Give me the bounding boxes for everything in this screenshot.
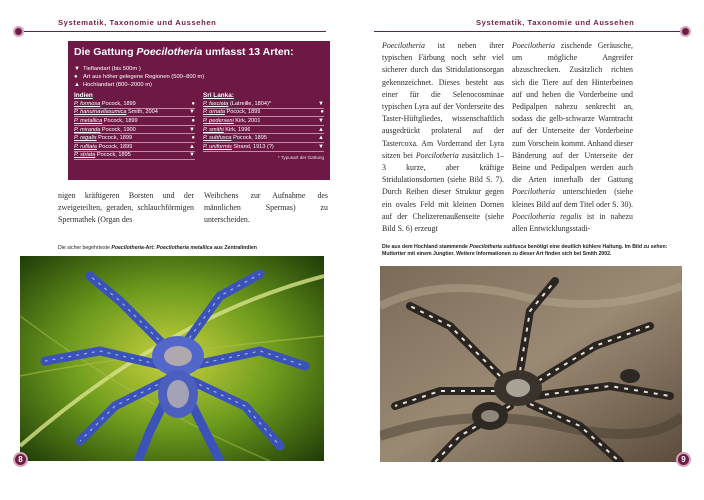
srilanka-column: [203, 92, 324, 160]
species-row: [74, 143, 195, 152]
tarantula-metallica-photo: [20, 256, 324, 461]
species-name: P. uniformis Strand, 1913 (?): [203, 143, 274, 150]
altitude-marker-icon: ▼: [189, 152, 195, 159]
species-name: P. smithi Kirk, 1996: [203, 126, 251, 133]
right-paragraph-1: Poecilotheria ist neben ihrer typischen Färbung noch sehr viel sicherer durch das Stridulationsorgan gekennzeichnet. Dieses besteht aus einer für die Selenocosminae typischen Lyra auf der Vorderseite des Taster-Hüftgliedes, wissenschaftlich ausgedrückt prolateral auf der Tastercoxa. Am Vorderrand der Lyra sitzen bei Poecilotheria zusätzlich 1–3 kurze, aber kräftige Stridulationsdornen (siehe Bild S. 7). Durch Reiben dieser Struktur gegen ein ovales Feld mit kleinen Dornen auf der Chelizerenaußenseite (siehe Bild S. 6) erzeugt: [382, 41, 504, 234]
species-row: [203, 109, 324, 118]
title-genus: Poecilotheria: [136, 46, 203, 58]
species-row: [203, 143, 324, 152]
species-name: P. formosa Pocock, 1899: [74, 100, 136, 107]
header-bullet-icon: [13, 26, 24, 37]
type-species-footnote: * Typusart der Gattung: [277, 154, 324, 160]
species-name: P. regalis Pocock, 1899: [74, 135, 133, 142]
species-row: [74, 126, 195, 135]
species-name: P. striata Pocock, 1895: [74, 152, 131, 159]
srilanka-species-list: [203, 100, 324, 152]
species-row: [74, 100, 195, 109]
left-paragraph-2: Weibchens zur Aufnahme des männlichen Spermas) zu unterscheiden.: [204, 191, 328, 225]
species-row: [74, 117, 195, 126]
legend-text: Hochlandart (800–2000 m): [83, 82, 152, 88]
caption-species: Poecilotheria metallica: [156, 245, 213, 251]
left-photo-caption: [58, 245, 338, 252]
altitude-marker-icon: ●: [191, 135, 195, 142]
left-text-col1: [58, 190, 194, 227]
page-number-left: 8: [13, 452, 28, 467]
caption-author: Smith: [582, 251, 598, 257]
altitude-symbol-icon: ▲: [74, 82, 80, 88]
species-name: P. miranda Pocock, 1900: [74, 126, 136, 133]
caption-year: 2002.: [597, 251, 612, 257]
right-paragraph-2: Poecilotheria zischende Geräusche, um mögliche Angreifer abzuschrecken. Zusätzlich richten sich die Tiere auf den Hinterbeinen auf und heben die Vorderbeine und Pedipalpen nahezu senkrecht an, sodass die gelb-schwarze Warntracht auf der Unterseite der Vorderbeine zum Vorschein kommt. Anhand dieser Bänderung auf der Unterseite der Beine und Pedipalpen werden auch die Arten innerhalb der Gattung Poecilotheria unterschieden (siehe kleines Bild auf dem Titel oder S. 30). Poecilotheria regalis ist in nahezu allen Entwicklungsstadi-: [512, 41, 634, 234]
info-box-title: [74, 46, 324, 58]
altitude-marker-icon: ▲: [189, 143, 195, 150]
india-heading: Indien: [74, 92, 93, 99]
srilanka-heading: Sri Lanka:: [203, 92, 234, 99]
species-name: P. subfusca Pocock, 1895: [203, 135, 267, 142]
header-rule: [374, 31, 680, 32]
caption-suffix: aus Zentralindien: [212, 245, 257, 251]
right-page: [352, 0, 704, 500]
legend-row: [74, 81, 324, 89]
altitude-marker-icon: ▼: [318, 117, 324, 124]
header-rule: [24, 31, 326, 32]
altitude-marker-icon: ▲: [318, 135, 324, 142]
species-row: [74, 134, 195, 143]
legend-row: [74, 65, 324, 73]
species-row: [203, 126, 324, 135]
species-row: [74, 109, 195, 118]
title-suffix: umfasst 13 Arten:: [202, 46, 294, 58]
india-species-list: [74, 100, 195, 160]
species-name: P. rufilata Pocock, 1899: [74, 143, 133, 150]
legend-text: Tieflandart (bis 500m ): [83, 66, 141, 72]
right-photo-caption: [382, 244, 682, 258]
right-text-col2: [512, 40, 633, 235]
caption-species: Poecilotheria subfusca: [469, 244, 527, 250]
legend-text: Art aus höher gelegene Regionen (500–800 m): [83, 74, 205, 80]
altitude-symbol-icon: ▼: [74, 66, 80, 72]
species-row: [203, 117, 324, 126]
species-name: P. fasciata (Latreille, 1804)*: [203, 100, 272, 107]
caption-prefix: Die aus dem Hochland stammende: [382, 244, 470, 250]
india-column: [74, 92, 195, 160]
right-text-col1: [382, 40, 504, 235]
altitude-marker-icon: ▲: [318, 126, 324, 133]
species-info-box: [68, 41, 330, 180]
altitude-marker-icon: ▼: [189, 109, 195, 116]
running-header-left: Systematik, Taxonomie und Aussehen: [58, 18, 217, 27]
altitude-marker-icon: ●: [191, 100, 195, 107]
caption-genus: Poecilotheria: [111, 245, 144, 251]
header-bullet-icon: [680, 26, 691, 37]
altitude-marker-icon: ▼: [189, 126, 195, 133]
legend-row: [74, 73, 324, 81]
page-number-right: 9: [676, 452, 691, 467]
running-header-right: Systematik, Taxonomie und Aussehen: [476, 18, 635, 27]
species-row: [203, 134, 324, 143]
species-name: P. metallica Pocock, 1899: [74, 117, 138, 124]
species-columns: [74, 92, 324, 160]
altitude-legend: [74, 65, 324, 89]
altitude-marker-icon: ●: [320, 109, 324, 116]
species-row: [203, 100, 324, 109]
caption-prefix: Die sicher begehrteste: [58, 245, 112, 251]
caption-mid: -Art:: [143, 245, 157, 251]
altitude-symbol-icon: ●: [74, 74, 78, 80]
species-row: [74, 152, 195, 161]
title-prefix: Die Gattung: [74, 46, 137, 58]
altitude-marker-icon: ▼: [318, 143, 324, 150]
tarantula-subfusca-photo: [380, 266, 682, 462]
species-name: P. hanumavilasumica Smith, 2004: [74, 109, 158, 116]
species-name: P. pederseni Kirk, 2001: [203, 117, 261, 124]
caption-body: benötigt eine deutlich kühlere Haltung. Im Bild zu sehen: Muttertier mit einem Jungtier. Weitere Informationen zu dieser Art finden sich bei: [382, 244, 668, 257]
altitude-marker-icon: ●: [191, 117, 195, 124]
left-text-col2: [204, 190, 328, 227]
species-name: P. ornata Pocock, 1899: [203, 109, 261, 116]
left-paragraph-1: nigen kräftigeren Borsten und der zweigeteilten, geraden, schlauchförmigen Spermathek (Organ des: [58, 191, 194, 225]
altitude-marker-icon: ▼: [318, 100, 324, 107]
